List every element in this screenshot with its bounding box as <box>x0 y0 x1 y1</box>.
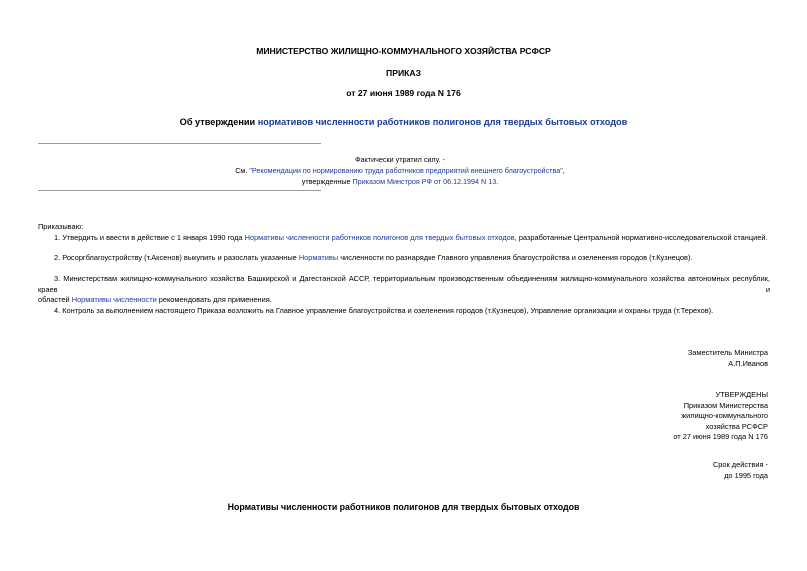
notice-rule-top <box>38 143 321 144</box>
doc-type-heading: ПРИКАЗ <box>386 68 421 78</box>
p3-line-1: 3. Министерствам жилищно-коммунального хозяйства Башкирской и Дагестанской АССР, территориальным производственным объединениям жилищно-коммунального хозяйства автономных республик, краев и <box>38 274 770 294</box>
document-title <box>0 117 807 127</box>
notice-line-2-prefix: См. <box>235 166 250 175</box>
p3-norms-link[interactable]: Нормативы численности <box>71 295 157 304</box>
approval-block <box>673 390 768 443</box>
notice-line-3-prefix: утвержденные <box>301 177 353 186</box>
notice-rule-bottom <box>38 190 321 191</box>
recommendations-link[interactable]: "Рекомендации по нормированию труда работников предприятий внешнего благоустройства" <box>249 166 563 175</box>
minstroy-order-link[interactable]: Приказом Минстроя РФ от 06.12.1994 N 13 <box>352 177 497 186</box>
validity-line-2: до 1995 года <box>724 470 768 480</box>
signature-name: А.П.Иванов <box>728 358 768 368</box>
p1-suffix: , разработанные Центральной нормативно-исследовательской станцией. <box>514 233 768 242</box>
p1-norms-link[interactable]: Нормативы численности работников полигонов для твердых бытовых отходов <box>244 233 515 242</box>
p1-prefix: 1. Утвердить и ввести в действие с 1 января 1990 года <box>54 233 245 242</box>
notice-line-3-suffix: . <box>496 177 499 186</box>
validity-block <box>713 460 768 481</box>
order-intro: Приказываю: <box>38 222 84 231</box>
order-paragraph-4: 4. Контроль за выполнением настоящего Приказа возложить на Главное управление благоустройства и озеленения городов (т.Кузнецов), Управление организации и охраны труда (т.Терехов). <box>54 306 714 315</box>
signature-position: Заместитель Министра <box>687 348 768 357</box>
p3-suffix: рекомендовать для применения. <box>156 295 272 304</box>
p3-line-2 <box>38 295 770 306</box>
doc-date-number: от 27 июня 1989 года N 176 <box>346 88 461 98</box>
approval-line-4: хозяйства РСФСР <box>705 421 768 431</box>
notice-line-1: Фактически утратил силу. - <box>355 155 445 164</box>
order-paragraph-3 <box>38 274 770 306</box>
section-title: Нормативы численности работников полигонов для твердых бытовых отходов <box>227 502 580 512</box>
title-prefix: Об утверждении <box>179 117 258 127</box>
validity-line-1: Срок действия - <box>712 460 768 469</box>
notice-line-3 <box>220 176 580 187</box>
p3-prefix: областей <box>38 295 72 304</box>
approval-line-5: от 27 июня 1989 года N 176 <box>673 432 768 441</box>
ministry-heading: МИНИСТЕРСТВО ЖИЛИЩНО-КОММУНАЛЬНОГО ХОЗЯЙСТВА РСФСР <box>256 46 551 56</box>
notice-line-2 <box>220 165 580 176</box>
p2-norms-link[interactable]: Нормативы <box>298 253 339 262</box>
notice-block <box>220 154 580 187</box>
approval-line-2: Приказом Министерства <box>683 400 768 410</box>
signature-block <box>688 348 768 369</box>
approval-line-1: УТВЕРЖДЕНЫ <box>715 390 768 399</box>
title-link[interactable]: нормативов численности работников полигонов для твердых бытовых отходов <box>257 117 628 127</box>
notice-line-2-suffix: , <box>562 166 565 175</box>
p2-suffix: численности по разнарядке Главного управления благоустройства и озеленения городов (т.Кузнецов). <box>338 253 693 262</box>
p2-prefix: 2. Росоргблагоустройству (т.Аксенов) выкупить и разослать указанные <box>54 253 299 262</box>
order-paragraph-2 <box>38 253 770 264</box>
order-paragraph-1 <box>38 233 770 244</box>
approval-line-3: жилищно-коммунального <box>681 411 768 420</box>
